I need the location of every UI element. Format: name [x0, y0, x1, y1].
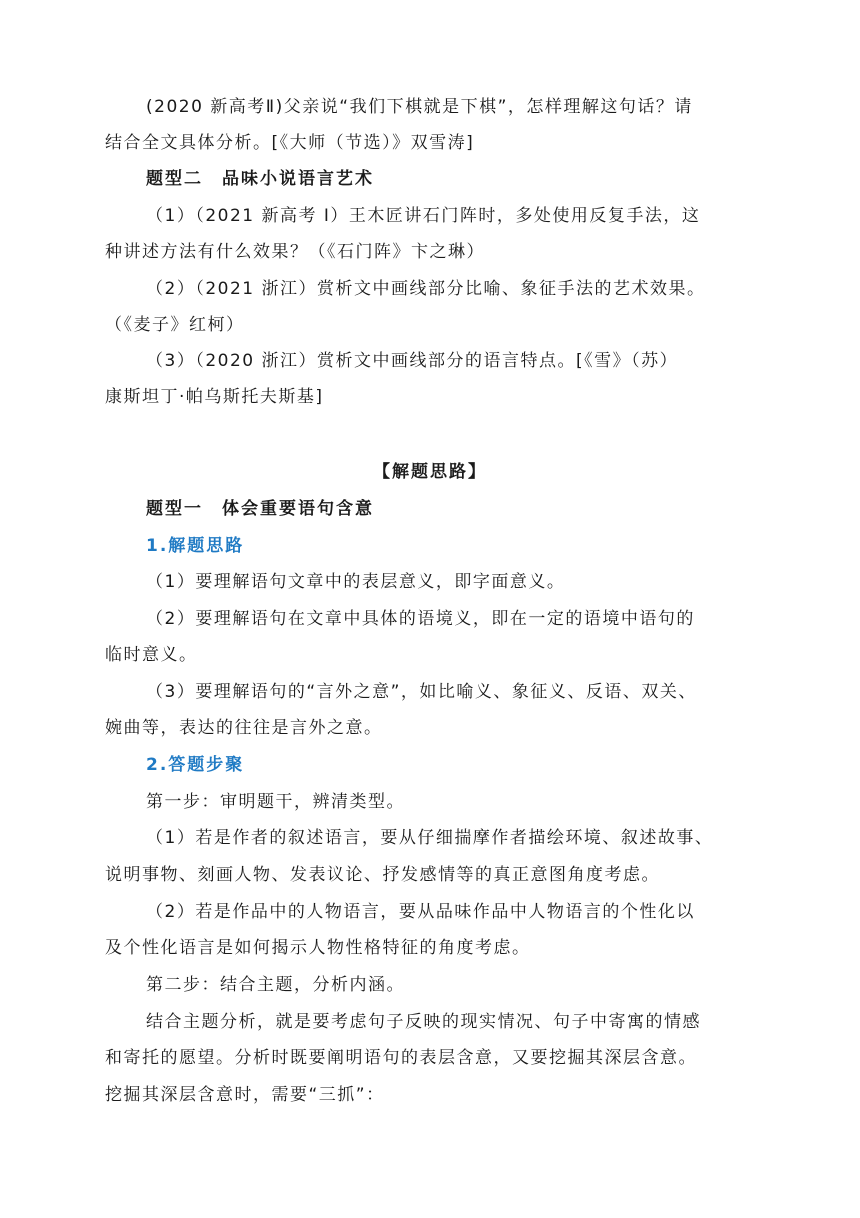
question-text: 种讲述方法有什么效果？（《石门阵》卞之琳）: [105, 242, 485, 262]
paragraph-text: 和寄托的愿望。分析时既要阐明语句的表层含意，又要挖掘其深层含意。: [105, 1048, 697, 1068]
paragraph-text: （2）要理解语句在文章中具体的语境义，即在一定的语境中语句的: [146, 609, 695, 629]
section-heading: 题型二 品味小说语言艺术: [146, 169, 374, 189]
paragraph-text: 第一步：审明题干，辨清类型。: [146, 792, 405, 812]
section-title: 【解题思路】: [373, 462, 487, 482]
question-text: （《麦子》红柯）: [105, 315, 245, 335]
paragraph-text: （1）若是作者的叙述语言，要从仔细揣摩作者描绘环境、叙述故事、: [146, 828, 714, 848]
question-text: （1）（2021 新高考 I）王木匠讲石门阵时，多处使用反复手法，这: [146, 206, 701, 226]
paragraph-text: （3）要理解语句的“言外之意”，如比喻义、象征义、反语、双关、: [146, 682, 697, 702]
paragraph-text: 结合主题分析，就是要考虑句子反映的现实情况、句子中寄寓的情感: [146, 1012, 701, 1032]
question-text: (2020 新高考Ⅱ)父亲说“我们下棋就是下棋”，怎样理解这句话？请: [146, 97, 693, 117]
paragraph-text: （1）要理解语句文章中的表层意义，即字面意义。: [146, 572, 566, 592]
question-text: 康斯坦丁·帕乌斯托夫斯基]: [105, 387, 324, 407]
question-text: 结合全文具体分析。[《大师（节选）》双雪涛]: [105, 133, 475, 153]
section-heading: 题型一 体会重要语句含意: [146, 499, 374, 519]
question-text: （3）（2020 浙江）赏析文中画线部分的语言特点。[《雪》（苏）: [146, 351, 679, 371]
paragraph-text: 临时意义。: [105, 645, 198, 665]
paragraph-text: 及个性化语言是如何揭示人物性格特征的角度考虑。: [105, 938, 531, 958]
paragraph-text: （2）若是作品中的人物语言，要从品味作品中人物语言的个性化以: [146, 902, 695, 922]
subsection-heading: 2.答题步聚: [146, 755, 245, 775]
paragraph-text: 第二步：结合主题，分析内涵。: [146, 975, 405, 995]
subsection-heading: 1.解题思路: [146, 536, 245, 556]
question-text: （2）（2021 浙江）赏析文中画线部分比喻、象征手法的艺术效果。: [146, 279, 706, 299]
paragraph-text: 婉曲等，表达的往往是言外之意。: [105, 718, 383, 738]
paragraph-text: 挖掘其深层含意时，需要“三抓”：: [105, 1085, 385, 1105]
paragraph-text: 说明事物、刻画人物、发表议论、抒发感情等的真正意图角度考虑。: [105, 865, 660, 885]
